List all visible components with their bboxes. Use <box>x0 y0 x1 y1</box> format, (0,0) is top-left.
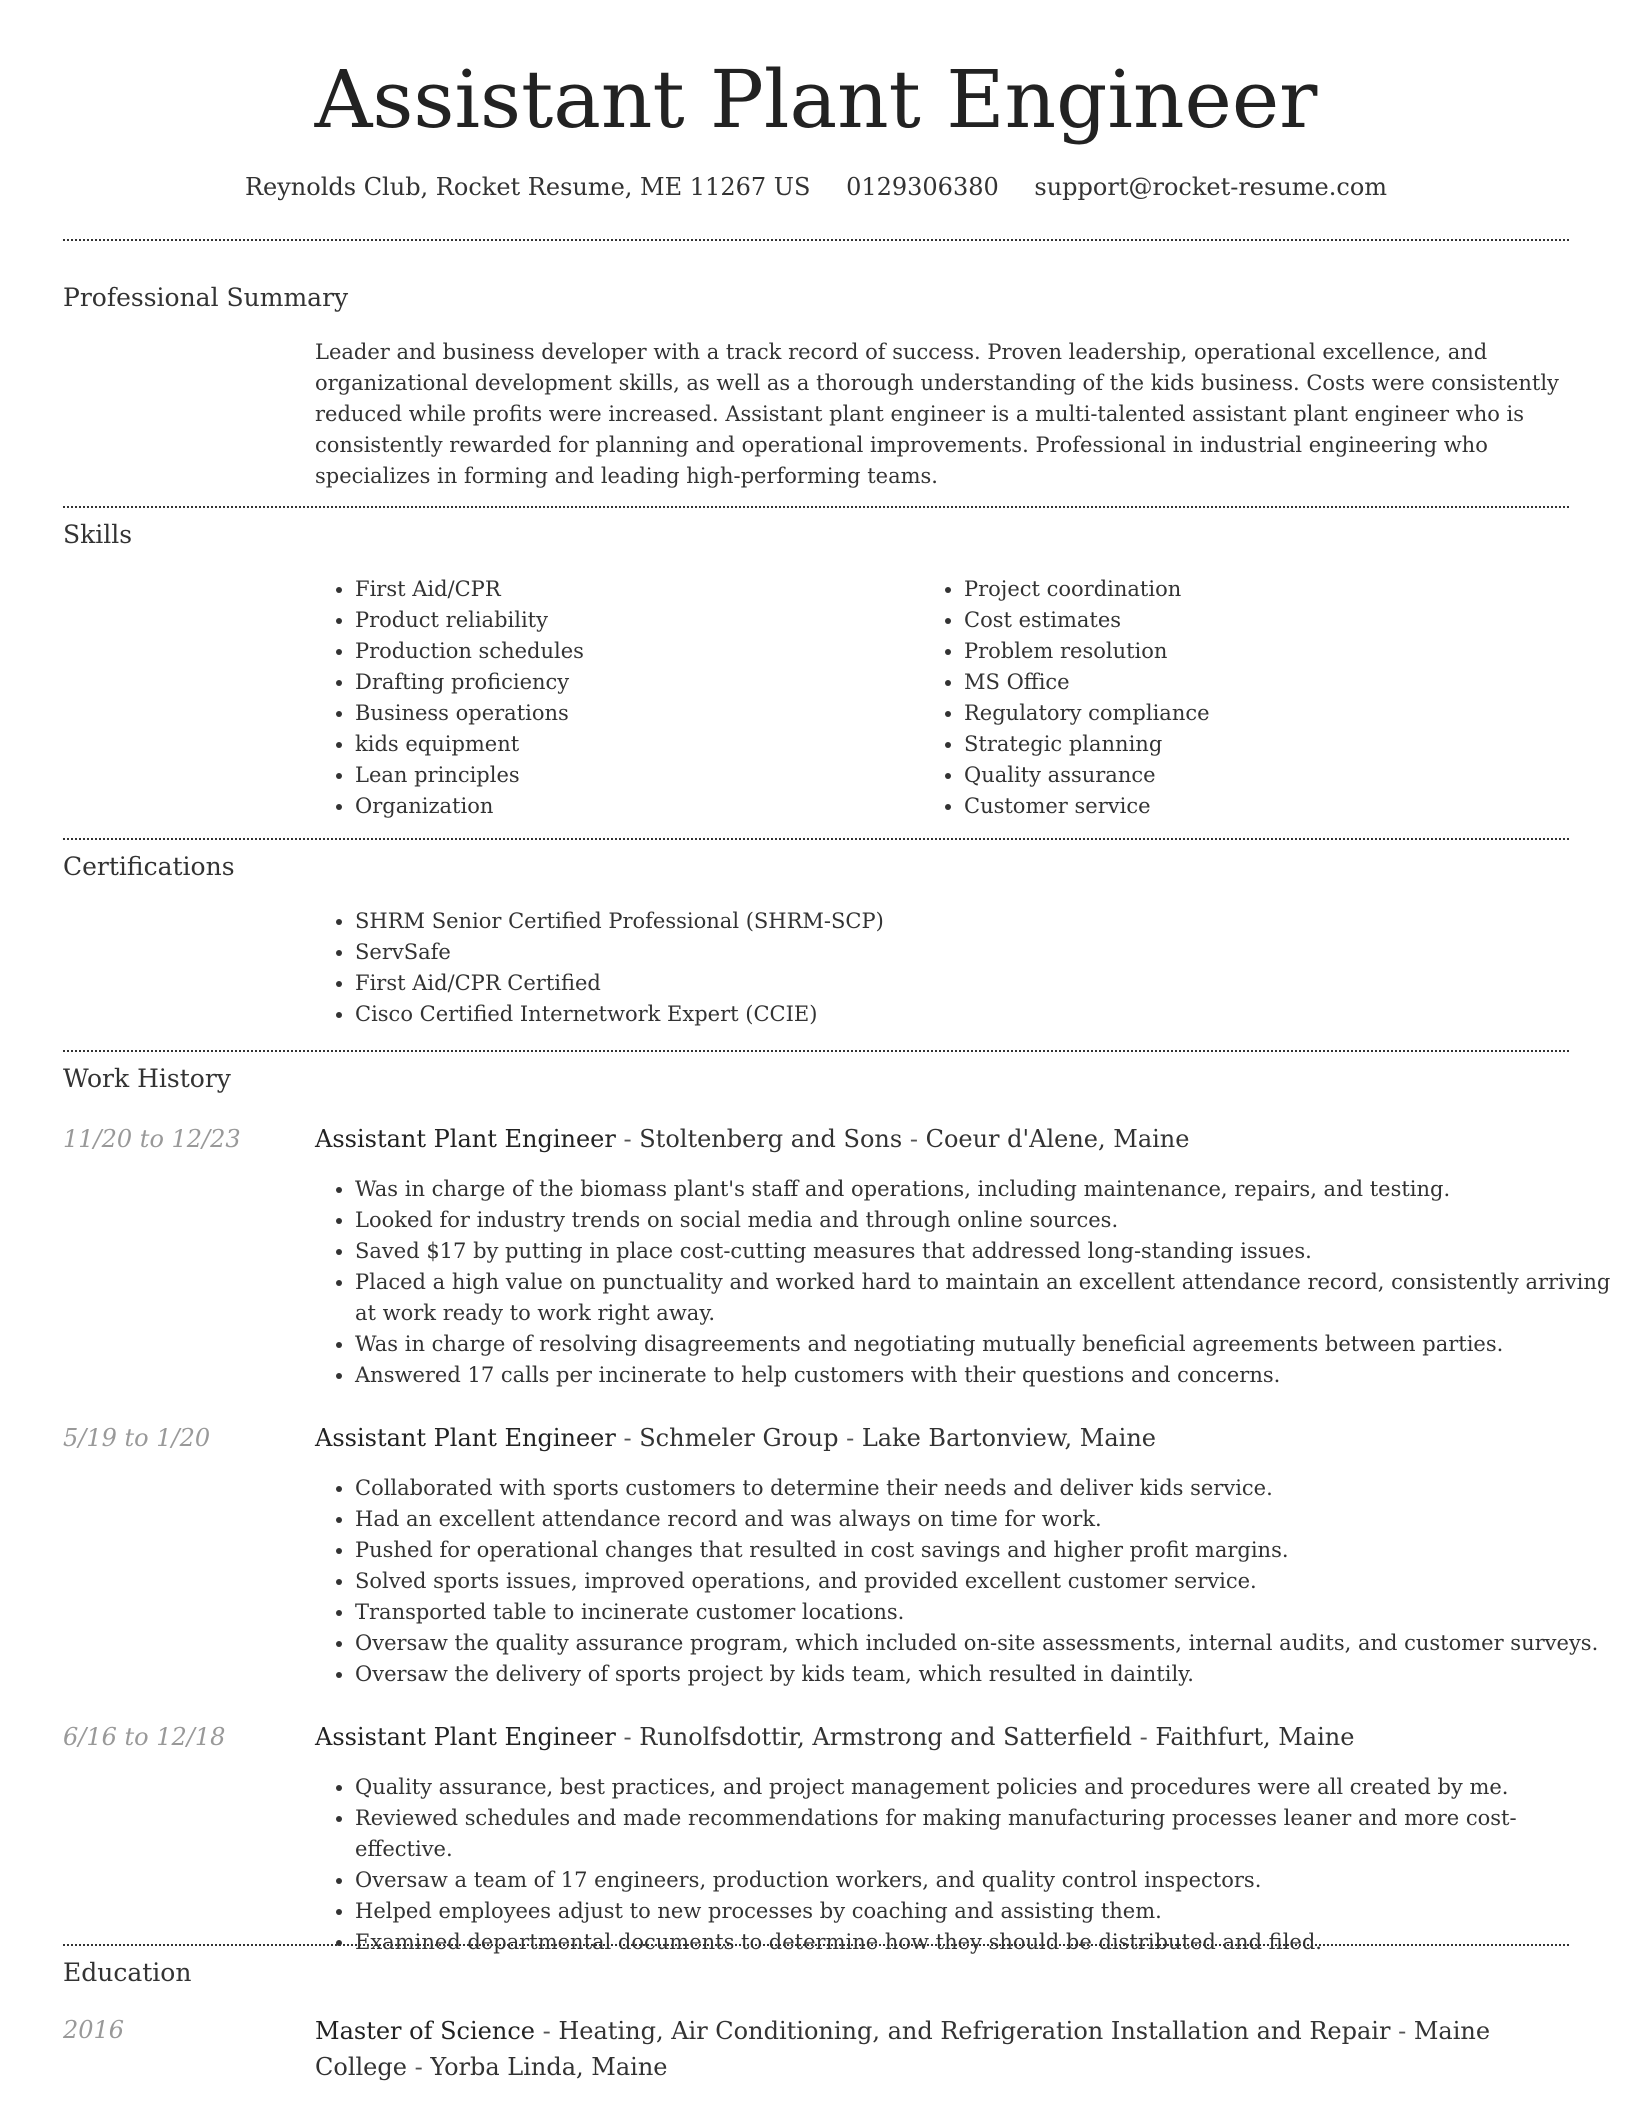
job-bullets <box>311 1174 1611 1391</box>
section-title-summary: Professional Summary <box>63 283 349 312</box>
job-heading <box>315 1421 1571 1455</box>
heading-separator: - <box>1132 1723 1156 1751</box>
skill-item: • Problem resolution <box>964 636 1524 667</box>
heading-separator: - <box>534 2017 559 2045</box>
section-divider <box>63 838 1569 840</box>
skills-list-left <box>311 574 915 822</box>
skill-item: • Quality assurance <box>964 760 1524 791</box>
job-bullet: • Pushed for operational changes that resulted in cost savings and higher profit margins. <box>355 1535 1611 1566</box>
skill-item: • Lean principles <box>355 760 915 791</box>
education-location: Yorba Linda, Maine <box>430 2053 668 2081</box>
job-dates: 11/20 to 12/23 <box>63 1125 241 1153</box>
job-role: Assistant Plant Engineer <box>315 1424 616 1452</box>
contact-address: Reynolds Club, Rocket Resume, ME 11267 US <box>244 173 811 201</box>
education-heading <box>315 2013 1571 2085</box>
education-degree: Master of Science <box>315 2017 535 2045</box>
heading-separator: - <box>615 1125 640 1153</box>
job-company: Runolfsdottir, Armstrong and Satterfield <box>639 1723 1133 1751</box>
skill-item: • Drafting proficiency <box>355 667 915 698</box>
section-title-certifications: Certifications <box>63 852 235 881</box>
job-location: Coeur d'Alene, Maine <box>925 1125 1190 1153</box>
section-title-skills: Skills <box>63 520 133 549</box>
skill-item: • First Aid/CPR <box>355 574 915 605</box>
job-bullet: • Looked for industry trends on social media and through online sources. <box>355 1205 1611 1236</box>
contact-email: support@rocket-resume.com <box>1034 173 1388 201</box>
job-bullet: • Saved $17 by putting in place cost-cutting measures that addressed long-standing issues. <box>355 1236 1611 1267</box>
certification-item: • SHRM Senior Certified Professional (SHRM-SCP) <box>355 906 1611 937</box>
contact-phone: 0129306380 <box>846 173 999 201</box>
job-bullet: • Helped employees adjust to new processes by coaching and assisting them. <box>355 1896 1611 1927</box>
job-bullet: • Oversaw the quality assurance program, which included on-site assessments, internal audits, and customer surveys. <box>355 1628 1611 1659</box>
skill-item: • MS Office <box>964 667 1524 698</box>
section-title-work: Work History <box>63 1064 231 1093</box>
contact-line <box>0 170 1632 204</box>
section-divider <box>63 1050 1569 1052</box>
section-divider <box>63 239 1569 241</box>
job-bullet: • Oversaw a team of 17 engineers, production workers, and quality control inspectors. <box>355 1865 1611 1896</box>
job-bullet: • Was in charge of the biomass plant's staff and operations, including maintenance, repairs, and testing. <box>355 1174 1611 1205</box>
job-bullet: • Quality assurance, best practices, and project management policies and procedures were all created by me. <box>355 1772 1611 1803</box>
skills-list-right <box>920 574 1524 822</box>
job-heading <box>315 1122 1571 1156</box>
certifications-list <box>311 906 1611 1030</box>
certification-item: • Cisco Certified Internetwork Expert (CCIE) <box>355 999 1611 1030</box>
heading-separator: - <box>615 1723 640 1751</box>
skill-item: • Customer service <box>964 791 1524 822</box>
heading-separator: - <box>406 2053 431 2081</box>
skill-item: • Organization <box>355 791 915 822</box>
job-location: Lake Bartonview, Maine <box>861 1424 1157 1452</box>
job-bullet: • Transported table to incinerate customer locations. <box>355 1597 1611 1628</box>
job-bullet: • Answered 17 calls per incinerate to help customers with their questions and concerns. <box>355 1360 1611 1391</box>
job-bullet: • Solved sports issues, improved operations, and provided excellent customer service. <box>355 1566 1611 1597</box>
heading-separator: - <box>615 1424 640 1452</box>
job-bullet: • Had an excellent attendance record and was always on time for work. <box>355 1504 1611 1535</box>
job-bullet: • Collaborated with sports customers to determine their needs and deliver kids service. <box>355 1473 1611 1504</box>
skill-item: • Cost estimates <box>964 605 1524 636</box>
heading-separator: - <box>1390 2017 1414 2045</box>
job-location: Faithfurt, Maine <box>1155 1723 1355 1751</box>
job-bullet: • Oversaw the delivery of sports project by kids team, which resulted in daintily. <box>355 1659 1611 1690</box>
job-bullets <box>311 1772 1611 1958</box>
job-heading <box>315 1720 1571 1754</box>
certification-item: • First Aid/CPR Certified <box>355 968 1611 999</box>
section-title-education: Education <box>63 1958 192 1987</box>
job-bullets <box>311 1473 1611 1690</box>
section-divider <box>63 1944 1569 1946</box>
education-field: Heating, Air Conditioning, and Refrigeration Installation and Repair <box>558 2017 1391 2045</box>
skill-item: • Strategic planning <box>964 729 1524 760</box>
certification-item: • ServSafe <box>355 937 1611 968</box>
job-role: Assistant Plant Engineer <box>315 1125 616 1153</box>
job-company: Stoltenberg and Sons <box>639 1125 903 1153</box>
job-role: Assistant Plant Engineer <box>315 1723 616 1751</box>
skill-item: • Production schedules <box>355 636 915 667</box>
education-school: Maine College <box>315 2017 1491 2081</box>
job-bullet: • Reviewed schedules and made recommendations for making manufacturing processes leaner and more cost-effective. <box>355 1803 1611 1865</box>
section-divider <box>63 506 1569 508</box>
skill-item: • Regulatory compliance <box>964 698 1524 729</box>
education-year: 2016 <box>63 2016 125 2044</box>
resume-header <box>0 48 1632 152</box>
job-dates: 5/19 to 1/20 <box>63 1424 211 1452</box>
skill-item: • Project coordination <box>964 574 1524 605</box>
job-bullet: • Was in charge of resolving disagreements and negotiating mutually beneficial agreements between parties. <box>355 1329 1611 1360</box>
job-bullet: • Placed a high value on punctuality and worked hard to maintain an excellent attendance record, consistently arriving at work ready to work right away. <box>355 1267 1611 1329</box>
skill-item: • Product reliability <box>355 605 915 636</box>
job-dates: 6/16 to 12/18 <box>63 1723 226 1751</box>
heading-separator: - <box>902 1125 926 1153</box>
skill-item: • kids equipment <box>355 729 915 760</box>
job-bullet: • Examined departmental documents to determine how they should be distributed and filed. <box>355 1927 1611 1958</box>
heading-separator: - <box>838 1424 862 1452</box>
skill-item: • Business operations <box>355 698 915 729</box>
summary-text: Leader and business developer with a track record of success. Proven leadership, operational excellence, and organizational development skills, as well as a thorough understanding of the kids business. Costs were consistently reduced while profits were increased. Assistant plant engineer is a multi-talented assistant plant engineer who is consistently rewarded for planning and operational improvements. Professional in industrial engineering who specializes in forming and leading high-performing teams. <box>315 340 1559 488</box>
candidate-name: Assistant Plant Engineer <box>314 53 1318 146</box>
job-company: Schmeler Group <box>639 1424 839 1452</box>
